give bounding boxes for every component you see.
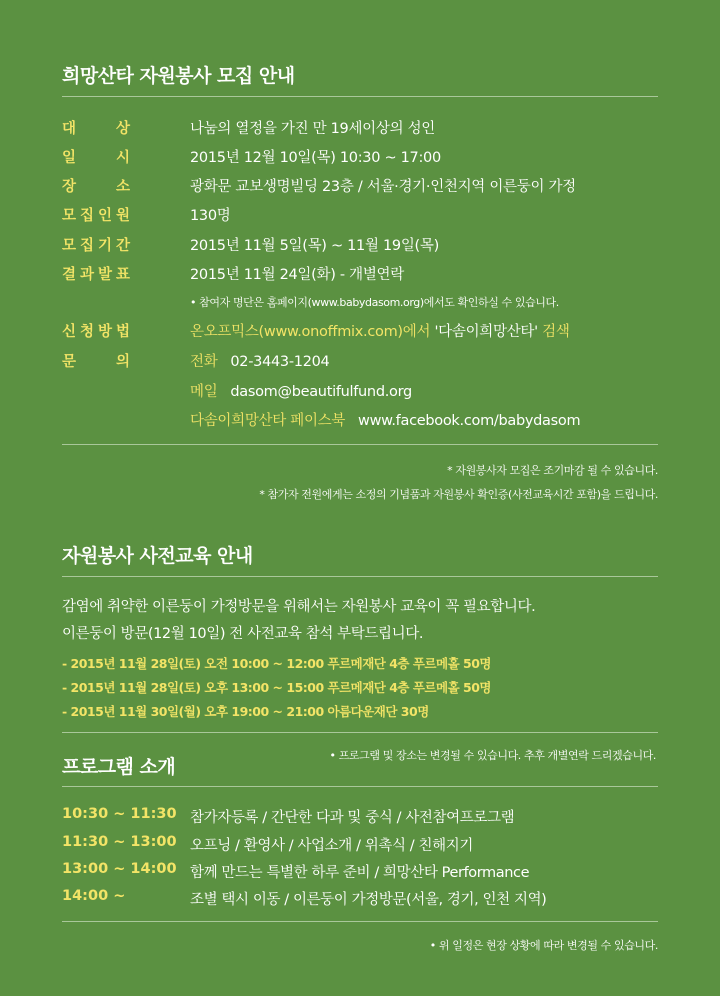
info-label: 모 집 인 원 (62, 208, 130, 224)
education-line-1: 감염에 취약한 이른둥이 가정방문을 위해서는 자원봉사 교육이 꼭 필요합니다. (62, 599, 536, 615)
education-session-2: - 2015년 11월 28일(토) 오후 13:00 ~ 15:00 푸르메재단 4층 푸르메홀 50명 (62, 680, 491, 695)
info-value: 2015년 11월 5일(목) ~ 11월 19일(목) (190, 238, 439, 254)
recruit-note-2: * 참가자 전원에게는 소정의 기념품과 자원봉사 확인증(사전교육시간 포함)을 드립니다. (259, 488, 658, 501)
contact-label: 문 의 (62, 354, 130, 370)
mail-label: 메일 (190, 384, 218, 400)
divider (62, 96, 658, 97)
info-value: 광화문 교보생명빌딩 23층 / 서울·경기·인천지역 이른둥이 가정 (190, 179, 576, 195)
divider (62, 444, 658, 445)
phone-label: 전화 (190, 354, 218, 370)
recruit-note-1: * 자원봉사자 모집은 조기마감 될 수 있습니다. (447, 464, 658, 477)
education-session-3: - 2015년 11월 30일(월) 오후 19:00 ~ 21:00 아름다운재단 30명 (62, 704, 429, 719)
apply-prefix: 온오프믹스(www.onoffmix.com)에서 (190, 324, 435, 340)
program-time-2: 11:30 ~ 13:00 (62, 834, 177, 850)
divider (62, 732, 658, 733)
info-label: 일 시 (62, 150, 130, 166)
program-desc-4: 조별 택시 이동 / 이른둥이 가정방문(서울, 경기, 인천 지역) (190, 892, 547, 908)
program-footer-note: • 위 일정은 현장 상황에 따라 변경될 수 있습니다. (429, 939, 658, 952)
contact-phone (190, 350, 329, 371)
apply-suffix: 검색 (537, 324, 570, 340)
divider (62, 921, 658, 922)
apply-search-term: '다솜이희망산타' (434, 324, 538, 340)
divider (62, 786, 658, 787)
divider (62, 576, 658, 577)
program-time-4: 14:00 ~ (62, 888, 126, 904)
info-value: 2015년 11월 24일(화) - 개별연락 (190, 267, 404, 283)
info-value: 나눔의 열정을 가진 만 19세이상의 성인 (190, 121, 436, 137)
info-label: 대 상 (62, 121, 130, 137)
result-note: • 참여자 명단은 홈페이지(www.babydasom.org)에서도 확인하실 수 있습니다. (190, 296, 559, 309)
apply-label: 신 청 방 법 (62, 324, 130, 340)
program-note: • 프로그램 및 장소는 변경될 수 있습니다. 추후 개별연락 드리겠습니다. (329, 749, 656, 762)
mail-address[interactable]: dasom@beautifulfund.org (230, 384, 412, 400)
info-label: 결 과 발 표 (62, 267, 130, 283)
program-time-1: 10:30 ~ 11:30 (62, 806, 177, 822)
info-value: 2015년 12월 10일(목) 10:30 ~ 17:00 (190, 150, 441, 166)
education-session-1: - 2015년 11월 28일(토) 오전 10:00 ~ 12:00 푸르메재단 4층 푸르메홀 50명 (62, 656, 491, 671)
info-label: 모 집 기 간 (62, 238, 130, 254)
program-desc-2: 오프닝 / 환영사 / 사업소개 / 위촉식 / 친해지기 (190, 838, 473, 854)
phone-number[interactable]: 02-3443-1204 (230, 354, 330, 370)
program-desc-3: 함께 만드는 특별한 하루 준비 / 희망산타 Performance (190, 865, 530, 881)
program-desc-1: 참가자등록 / 간단한 다과 및 중식 / 사전참여프로그램 (190, 810, 515, 826)
contact-mail (190, 380, 412, 401)
facebook-label: 다솜이희망산타 페이스북 (190, 413, 346, 429)
program-title: 프로그램 소개 (62, 756, 176, 778)
recruit-title: 희망산타 자원봉사 모집 안내 (62, 65, 295, 87)
education-line-2: 이른둥이 방문(12월 10일) 전 사전교육 참석 부탁드립니다. (62, 626, 424, 642)
facebook-link[interactable]: www.facebook.com/babydasom (358, 413, 581, 429)
contact-facebook (190, 409, 580, 430)
education-title: 자원봉사 사전교육 안내 (62, 545, 253, 567)
apply-method (190, 320, 570, 341)
info-value: 130명 (190, 208, 231, 224)
program-time-3: 13:00 ~ 14:00 (62, 861, 177, 877)
info-label: 장 소 (62, 179, 130, 195)
